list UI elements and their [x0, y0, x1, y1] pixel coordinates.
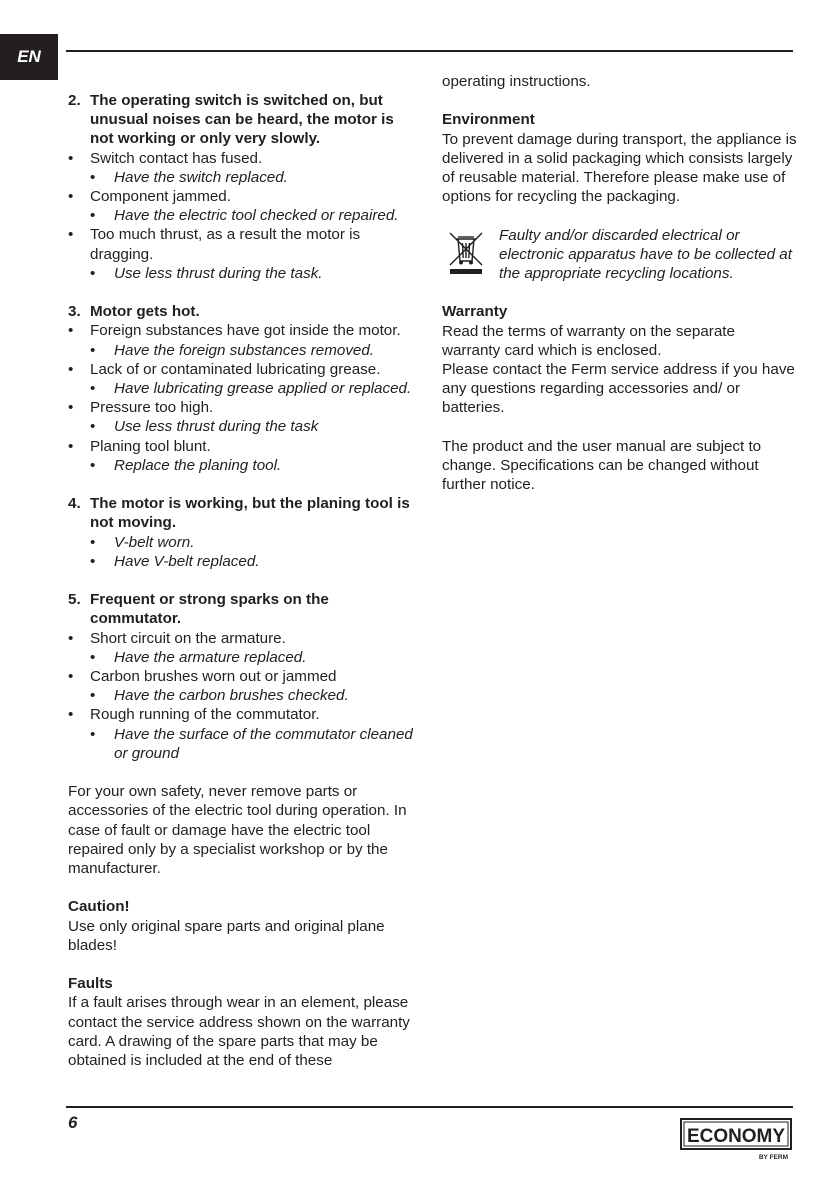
warranty-contact-text: Please contact the Ferm service address if you have any questions regarding accessories and/ or batteries. — [442, 361, 795, 417]
caution-text: Use only original spare parts and original plane blades! — [68, 917, 385, 954]
remedy-item: • Have the electric tool checked or repaired. — [68, 206, 416, 225]
remedy-item: • Have the surface of the commutator cleaned or ground — [68, 725, 416, 763]
section-4-heading: 4. The motor is working, but the planing tool is not moving. — [68, 495, 410, 532]
environment-heading: Environment — [442, 111, 535, 129]
remedy-item: • V-belt worn. — [68, 533, 416, 552]
remedy-item: • Use less thrust during the task. — [68, 264, 416, 283]
economy-logo — [680, 1118, 792, 1162]
cause-item: • Planing tool blunt. — [68, 437, 416, 456]
cause-item: • Carbon brushes worn out or jammed — [68, 667, 416, 686]
language-tab: EN — [0, 34, 58, 80]
cause-item: • Rough running of the commutator. — [68, 705, 416, 724]
cause-item: • Switch contact has fused. — [68, 149, 416, 168]
section-5-heading: 5. Frequent or strong sparks on the commutator. — [68, 591, 329, 628]
remedy-item: • Have the armature replaced. — [68, 648, 416, 667]
logo-main-text: ECONOMY — [687, 1126, 786, 1147]
remedy-item: • Have the switch replaced. — [68, 168, 416, 187]
left-column — [68, 91, 416, 1070]
remedy-item: • Have the carbon brushes checked. — [68, 686, 416, 705]
faults-text: If a fault arises through wear in an element, please contact the service address shown on the warranty card. A drawing of the spare parts that may be obtained is included at the end of these — [68, 994, 410, 1070]
section-2-heading: 2. The operating switch is switched on, but unusual noises can be heard, the motor is not working or only very slowly. — [68, 92, 394, 148]
section-3-heading: 3. Motor gets hot. — [68, 303, 200, 321]
footer-rule — [66, 1106, 793, 1108]
right-column — [442, 72, 797, 494]
weee-notice: Faulty and/or discarded electrical or electronic apparatus have to be collected at the appropriate recycling locations. — [442, 226, 797, 284]
remedy-item: • Have the foreign substances removed. — [68, 341, 416, 360]
remedy-item: • Have lubricating grease applied or replaced. — [68, 379, 416, 398]
warranty-text: Read the terms of warranty on the separate warranty card which is enclosed. — [442, 322, 735, 359]
crossed-out-wheelie-bin-icon — [446, 228, 486, 276]
cause-item: • Lack of or contaminated lubricating grease. — [68, 360, 416, 379]
environment-text: To prevent damage during transport, the appliance is delivered in a solid packaging which consists largely of reusable material. Therefore please make use of options for recycling the packaging. — [442, 130, 797, 206]
cause-item: • Pressure too high. — [68, 398, 416, 417]
faults-heading: Faults — [68, 975, 113, 993]
continuation-text: operating instructions. — [442, 73, 591, 90]
remedy-item: • Use less thrust during the task — [68, 417, 416, 436]
cause-item: • Foreign substances have got inside the motor. — [68, 321, 416, 340]
safety-paragraph: For your own safety, never remove parts or accessories of the electric tool during operation. In case of fault or damage have the electric tool repaired only by a specialist workshop or by the manufacturer. — [68, 783, 407, 878]
remedy-item: • Have V-belt replaced. — [68, 552, 416, 571]
remedy-item: • Replace the planing tool. — [68, 456, 416, 475]
cause-item: • Short circuit on the armature. — [68, 629, 416, 648]
logo-sub-text: BY FERM — [758, 1154, 788, 1161]
change-notice: The product and the user manual are subject to change. Specifications can be changed without further notice. — [442, 437, 762, 494]
warranty-heading: Warranty — [442, 303, 508, 321]
cause-item: • Too much thrust, as a result the motor is dragging. — [68, 225, 416, 263]
caution-heading: Caution! — [68, 898, 130, 916]
page-number: 6 — [68, 1113, 78, 1132]
header-rule — [66, 50, 793, 52]
cause-item: • Component jammed. — [68, 187, 416, 206]
